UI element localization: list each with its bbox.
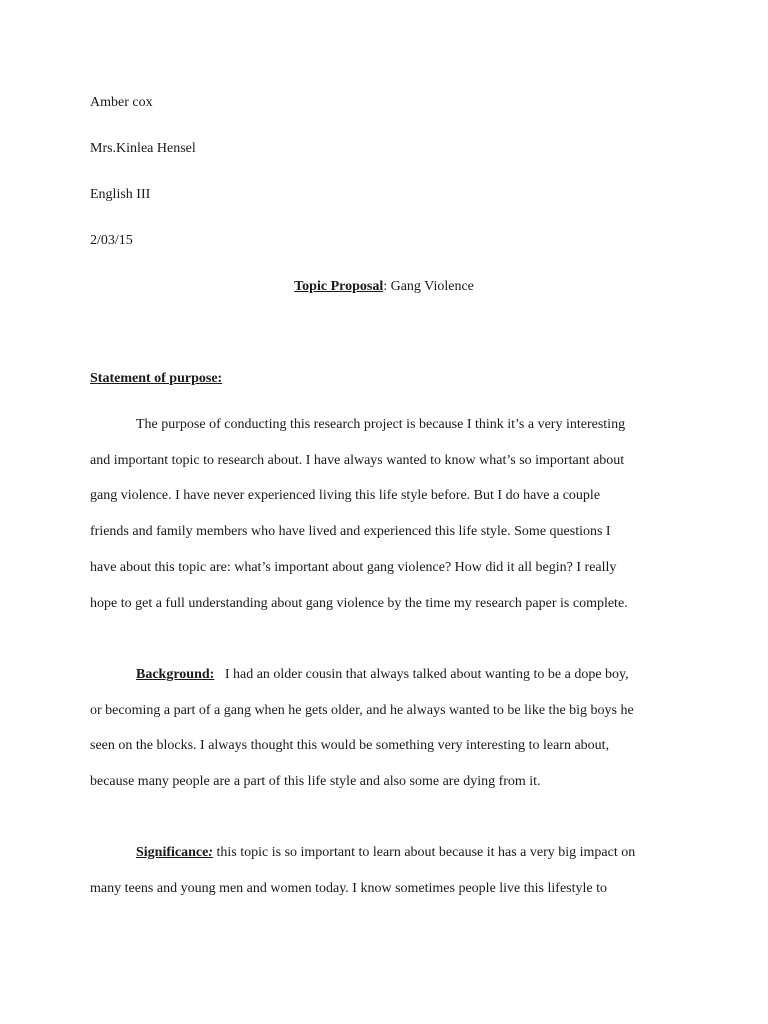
document-date: 2/03/15 <box>90 233 133 248</box>
significance-first-text: this topic is so important to learn about because it has a very big impact on <box>213 845 636 860</box>
author-name: Amber cox <box>90 95 153 110</box>
purpose-line: have about this topic are: what’s important about gang violence? How did it all begin? I really <box>90 560 617 575</box>
purpose-line: friends and family members who have lived and experienced this life style. Some questions I <box>90 524 611 539</box>
page-title <box>0 278 768 296</box>
significance-line: many teens and young men and women today. I know sometimes people live this lifestyle to <box>90 881 607 896</box>
purpose-heading <box>90 370 222 388</box>
background-first-line <box>136 666 629 684</box>
page-title-label: Topic Proposal <box>294 279 384 294</box>
teacher-name: Mrs.Kinlea Hensel <box>90 141 196 156</box>
purpose-line: The purpose of conducting this research project is because I think it’s a very interesting <box>136 417 626 432</box>
background-line: seen on the blocks. I always thought this would be something very interesting to learn about, <box>90 738 610 753</box>
page-title-topic: : Gang Violence <box>383 279 474 294</box>
background-heading: Background: <box>136 667 215 682</box>
purpose-line: gang violence. I have never experienced living this life style before. But I do have a couple <box>90 488 601 503</box>
background-line: because many people are a part of this life style and also some are dying from it. <box>90 774 541 789</box>
purpose-line: and important topic to research about. I have always wanted to know what’s so important about <box>90 453 625 468</box>
purpose-heading-label: Statement of purpose: <box>90 371 223 386</box>
background-first-text: I had an older cousin that always talked about wanting to be a dope boy, <box>214 667 629 682</box>
significance-colon: : <box>208 845 214 860</box>
course-name: English III <box>90 187 151 202</box>
significance-first-line <box>136 844 635 862</box>
background-line: or becoming a part of a gang when he gets older, and he always wanted to be like the big boys he <box>90 703 634 718</box>
purpose-line: hope to get a full understanding about gang violence by the time my research paper is complete. <box>90 596 628 611</box>
significance-heading: Significance <box>136 845 209 860</box>
